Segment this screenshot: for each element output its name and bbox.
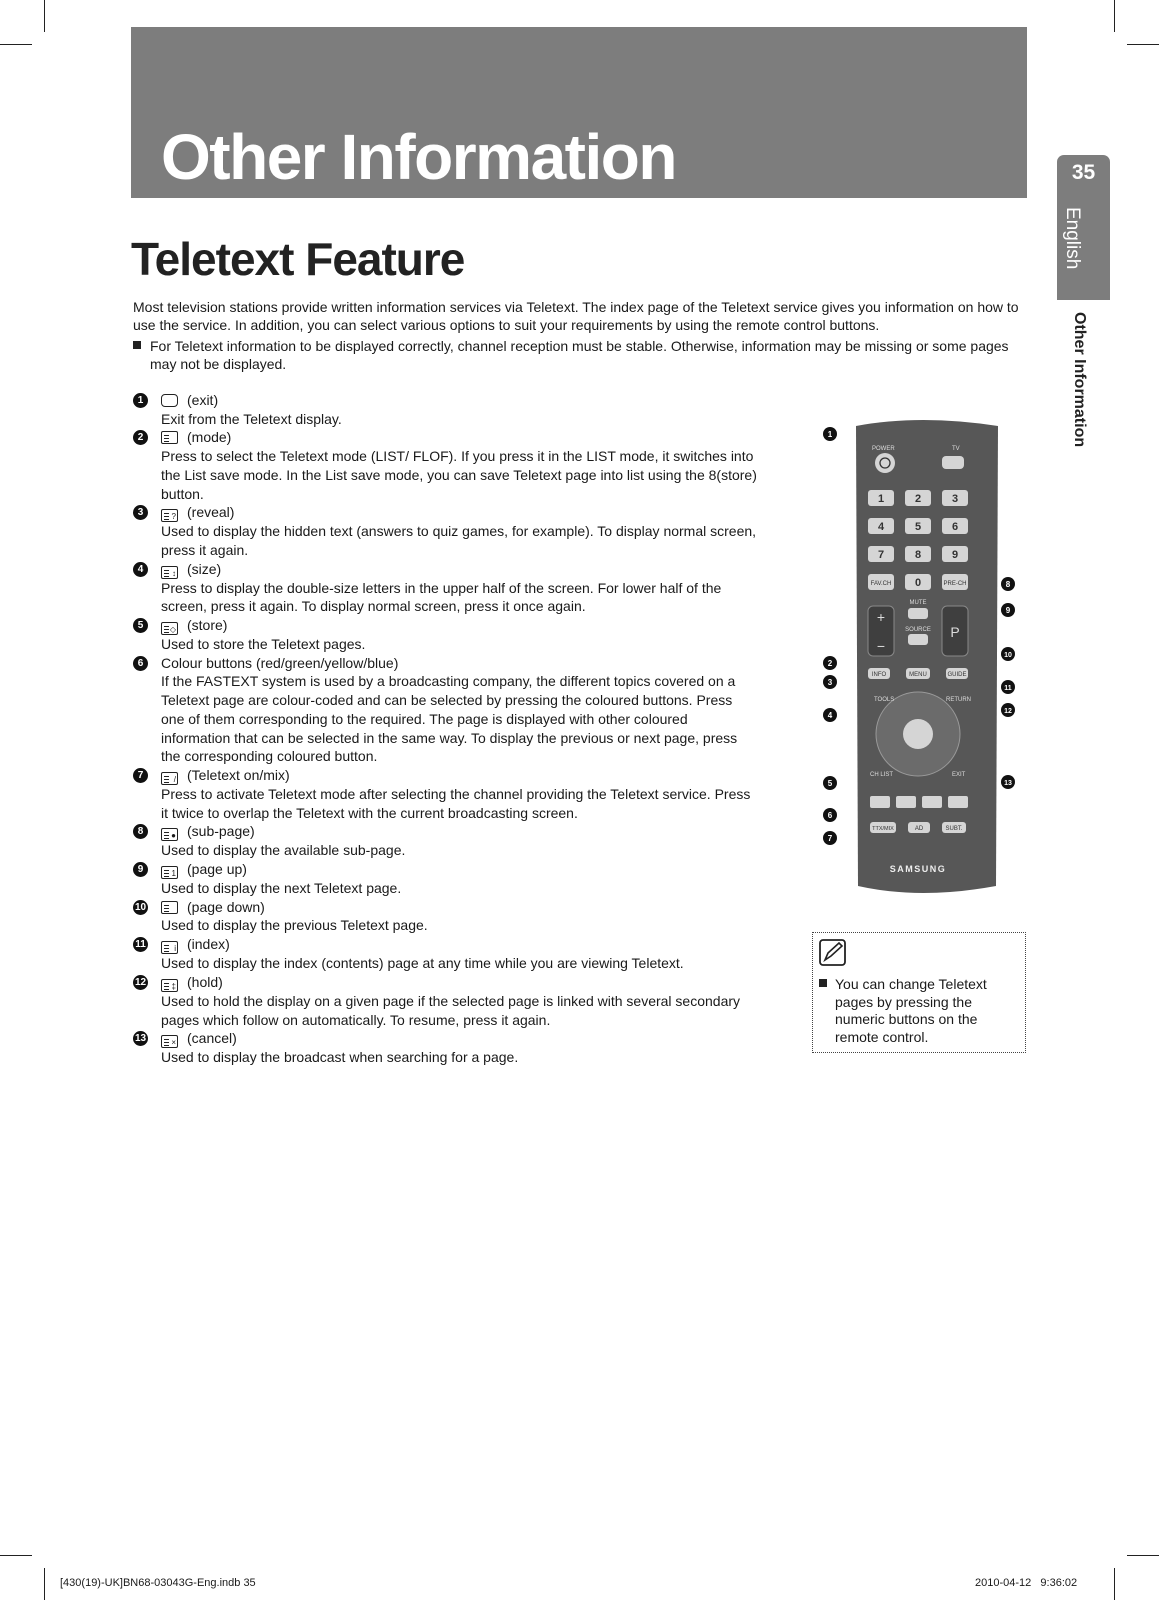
digit-label: 3 (951, 493, 959, 505)
brand-logo: SAMSUNG (889, 864, 947, 874)
svg-text:−: − (876, 638, 886, 654)
bullet-square-icon (133, 341, 141, 349)
svg-text:TTX/MIX: TTX/MIX (872, 826, 894, 832)
item-description: Press to activate Teletext mode after selecting the channel providing the Teletext service. Press it twice to overlap the Teletext with the current broadcasting screen. (161, 785, 751, 821)
item-description: Exit from the Teletext display. (161, 410, 342, 427)
item-label: (exit) (187, 392, 219, 408)
sub-page-icon: ● (161, 828, 178, 841)
footer-timestamp: 2010-04-12 9:36:02 (975, 1577, 1078, 1589)
item-description: Used to store the Teletext pages. (161, 636, 366, 653)
crop-mark (1127, 1555, 1159, 1556)
chapter-title: Other Information (161, 121, 676, 193)
svg-text:RETURN: RETURN (946, 697, 971, 703)
digit-label: 8 (914, 549, 922, 561)
item-number-badge: 6 (133, 656, 148, 671)
intro-note-text: For Teletext information to be displayed correctly, channel reception must be stable. Otherwise, information may be missing or some pages may not be displayed. (150, 338, 1009, 372)
item-label: (size) (187, 560, 222, 577)
item-description: Used to display the previous Teletext page. (161, 917, 428, 934)
svg-text:10: 10 (1004, 652, 1012, 659)
item-number-badge: 12 (134, 976, 147, 988)
item-description: Used to hold the display on a given page if the selected page is linked with several secondary pages which follow on automatically. To resume, press it again. (161, 992, 741, 1028)
svg-text:+: + (876, 609, 886, 625)
digit-label: 5 (914, 521, 922, 533)
svg-text:4: 4 (827, 711, 833, 720)
crop-mark (44, 0, 45, 32)
item-label: (sub-page) (187, 823, 255, 840)
item-label: (cancel) (187, 1030, 237, 1047)
teletext-button-list (133, 391, 758, 1067)
digit-label: 6 (951, 521, 959, 533)
svg-text:MENU: MENU (909, 672, 927, 678)
item-number-badge: 10 (134, 901, 147, 913)
svg-text:MUTE: MUTE (909, 600, 927, 606)
list-item (133, 654, 758, 766)
item-number-badge: 11 (133, 937, 148, 952)
svg-text:SUBT.: SUBT. (945, 826, 963, 832)
item-label: (store) (187, 617, 228, 634)
svg-text:FAV.CH: FAV.CH (870, 581, 892, 587)
hold-icon: ‡ (161, 979, 178, 992)
item-label: (mode) (187, 429, 232, 446)
store-icon: ◇ (161, 622, 178, 635)
reveal-icon: ? (161, 509, 178, 522)
item-number-badge: 13 (134, 1033, 147, 1045)
digit-label: 7 (877, 549, 885, 561)
svg-text:5: 5 (827, 779, 833, 788)
index-icon: i (161, 941, 178, 954)
mode-icon (161, 431, 178, 444)
page-down-icon (161, 901, 178, 914)
list-item (133, 391, 758, 428)
crop-mark (0, 1555, 32, 1556)
crop-mark (1114, 0, 1115, 32)
svg-text:AD: AD (914, 826, 924, 832)
list-item (133, 428, 758, 503)
item-number-badge: 9 (133, 862, 148, 877)
digit-label: 4 (877, 521, 885, 533)
list-item (133, 898, 758, 935)
svg-text:EXIT: EXIT (952, 772, 966, 778)
item-description: Used to display the broadcast when searching for a page. (161, 1049, 519, 1066)
tv-label: TV (952, 446, 960, 452)
language-label: English (1062, 207, 1083, 270)
item-description: Used to display the index (contents) page at any time while you are viewing Teletext. (161, 955, 684, 972)
note-text (819, 976, 1019, 1046)
item-label: (page up) (187, 861, 247, 878)
svg-text:1: 1 (827, 430, 833, 439)
svg-text:INFO: INFO (871, 672, 887, 678)
footer-file-info: [430(19)-UK]BN68-03043G-Eng.indb 35 (60, 1577, 256, 1589)
svg-text:SOURCE: SOURCE (905, 627, 931, 633)
svg-text:13: 13 (1004, 780, 1012, 787)
svg-text:PRE-CH: PRE-CH (943, 581, 967, 587)
chapter-banner (131, 27, 1027, 198)
item-label: (Teletext on/mix) (187, 766, 290, 783)
svg-text:GUIDE: GUIDE (947, 672, 967, 678)
section-title: Teletext Feature (131, 233, 465, 285)
svg-text:3: 3 (827, 678, 833, 687)
exit-icon (161, 394, 178, 407)
crop-mark (44, 1568, 45, 1600)
svg-text:7: 7 (827, 834, 833, 843)
note-box (812, 932, 1026, 1053)
side-tab (1057, 155, 1110, 300)
item-number-badge: 8 (133, 824, 148, 839)
intro-note (133, 337, 1028, 372)
item-label: (page down) (187, 898, 265, 915)
item-description: Used to display the next Teletext page. (161, 880, 402, 897)
intro-paragraph: Most television stations provide written information services via Teletext. The index page of the Teletext service gives you information on how to use the service. In addition, you can select various options to suit your requirements by using the remote control buttons. (133, 299, 1019, 333)
crop-mark (1127, 44, 1159, 45)
digit-label: 0 (914, 577, 922, 589)
svg-text:TOOLS: TOOLS (874, 697, 895, 703)
svg-text:P: P (950, 624, 960, 640)
page-up-icon: 1 (161, 866, 178, 879)
svg-text:9: 9 (1005, 606, 1011, 615)
list-item (133, 860, 758, 898)
item-description: If the FASTEXT system is used by a broadcasting company, the different topics covered on a Teletext page are colour-coded and can be selected by pressing the coloured buttons. Press one of them corresponding to the required. The page is displayed with other coloured information that can be selected in the same way. To display the previous or next page, press the corresponding coloured button. (161, 673, 738, 765)
list-item (133, 766, 758, 822)
section-side-label: Other Information (1071, 312, 1088, 448)
item-number-badge: 5 (133, 618, 148, 633)
power-label: POWER (872, 446, 895, 452)
bullet-square-icon (819, 979, 827, 987)
digit-label: 9 (951, 549, 959, 561)
svg-text:6: 6 (827, 811, 833, 820)
list-item (133, 503, 758, 559)
item-description: Press to select the Teletext mode (LIST/ FLOF). If you press it in the LIST mode, it switches into the List save mode. In the List save mode, you can save Teletext page into list using the 8(store) button. (161, 448, 757, 502)
item-label: (reveal) (187, 504, 235, 521)
item-label: (hold) (187, 973, 223, 990)
cancel-icon: × (161, 1035, 178, 1048)
crop-mark (0, 44, 32, 45)
item-label: (index) (187, 936, 230, 953)
page-number: 35 (1071, 161, 1096, 184)
crop-mark (1114, 1568, 1115, 1600)
size-icon: ↕ (161, 566, 178, 579)
item-description: Used to display the hidden text (answers to quiz games, for example). To display normal screen, press it again. (161, 523, 757, 558)
note-pencil-icon (819, 939, 846, 966)
digit-label: 2 (914, 493, 922, 505)
digit-label: 1 (877, 493, 885, 505)
list-item (133, 973, 758, 1029)
item-number-badge: 4 (133, 562, 148, 577)
item-number-badge: 2 (133, 430, 148, 445)
list-item (133, 1029, 758, 1067)
item-number-badge: 7 (133, 768, 148, 783)
svg-text:CH LIST: CH LIST (870, 772, 894, 778)
svg-text:8: 8 (1005, 580, 1011, 589)
svg-text:2: 2 (827, 659, 833, 668)
note-body: You can change Teletext pages by pressing the numeric buttons on the remote control. (835, 976, 987, 1045)
item-description: Used to display the available sub-page. (161, 842, 406, 859)
svg-text:12: 12 (1004, 708, 1012, 715)
item-number-badge: 3 (133, 505, 148, 520)
remote-callouts (820, 420, 1020, 850)
list-item (133, 935, 758, 973)
list-item (133, 560, 758, 616)
list-item (133, 822, 758, 860)
teletext-mix-icon: / (161, 772, 178, 785)
item-description: Press to display the double-size letters in the upper half of the screen. For lower half of the screen, press it again. To display normal screen, press it once again. (161, 579, 722, 615)
item-number-badge: 1 (133, 393, 148, 408)
item-label: Colour buttons (red/green/yellow/blue) (161, 654, 399, 671)
svg-text:11: 11 (1004, 685, 1012, 692)
list-item (133, 616, 758, 654)
